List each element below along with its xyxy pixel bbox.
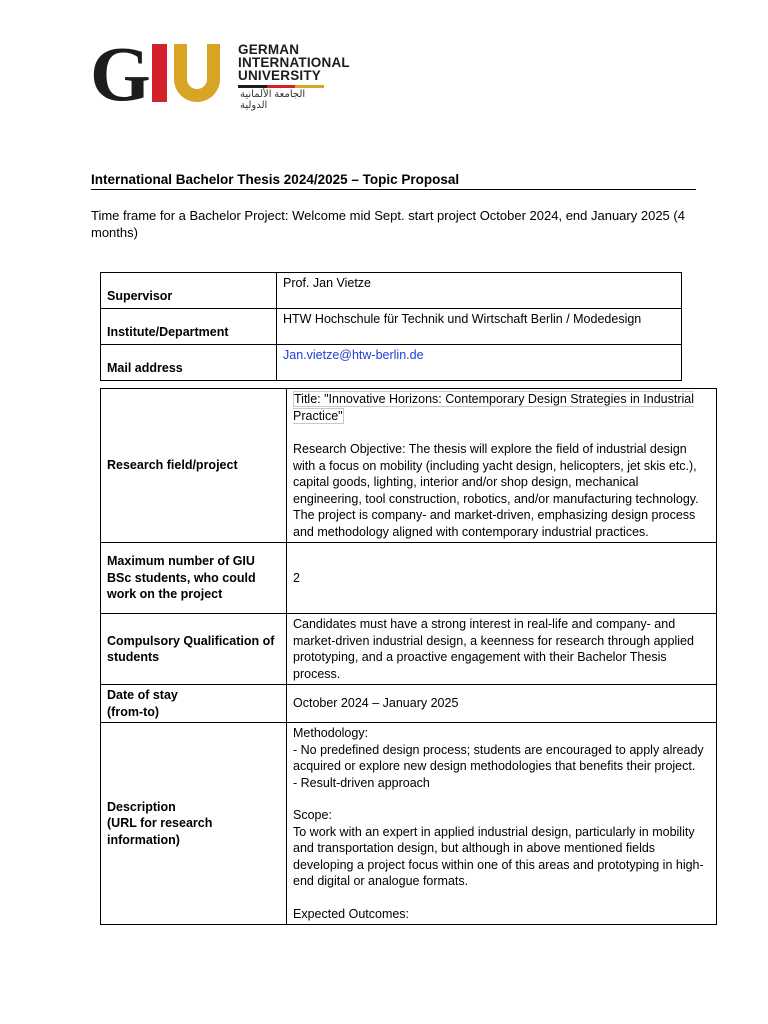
logo-arabic-name: الجامعة الألمانية الدولية: [240, 89, 306, 111]
institute-label: Institute/Department: [101, 309, 277, 345]
research-objective: Research Objective: The thesis will explore the field of industrial design with a focus on mobility (including yacht design, helicopters, jet skis etc.), capital goods, lighting, interior and/or shop design, mechanical engineering, tool construction, robotics, and/or manufacturing technology. The project is company- and market-driven, emphasizing design process and methodology aligned with contemporary industrial practices.: [293, 442, 699, 539]
methodology-point-2: - Result-driven approach: [293, 775, 430, 790]
research-label: Research field/project: [101, 389, 287, 543]
table-row: [101, 345, 682, 381]
methodology-heading: Methodology:: [293, 726, 369, 740]
supervisor-label: Supervisor: [101, 273, 277, 309]
table-row: [101, 309, 682, 345]
supervisor-value: Prof. Jan Vietze: [277, 273, 682, 309]
methodology-point-1: - No predefined design process; students are encouraged to apply already acquired or explore new design methodologies that benefits their project.: [293, 742, 704, 773]
description-value: [287, 723, 717, 925]
outcomes-heading: Expected Outcomes:: [293, 906, 410, 921]
giu-logo: [90, 30, 360, 117]
contact-table: [100, 272, 682, 381]
logo-letter-i: [152, 44, 167, 102]
table-row: [101, 543, 717, 614]
table-row: [101, 273, 682, 309]
logo-university-name: GERMAN INTERNATIONAL UNIVERSITY: [238, 42, 350, 83]
qualification-label: Compulsory Qualification of students: [101, 614, 287, 685]
logo-letter-g: G: [90, 30, 149, 117]
scope-heading: Scope:: [293, 808, 332, 822]
table-row: [101, 723, 717, 925]
mail-cell: [277, 345, 682, 381]
document-title: International Bachelor Thesis 2024/2025 – Topic Proposal: [91, 172, 696, 190]
date-label: Date of stay (from-to): [101, 685, 287, 723]
description-label: Description (URL for research information): [101, 723, 287, 925]
qualification-value: Candidates must have a strong interest in real-life and company- and market-driven industrial design, a keenness for research through applied prototyping, and a proactive engagement with their Bachelor Thesis process.: [287, 614, 717, 685]
table-row: [101, 685, 717, 723]
table-row: [101, 389, 717, 543]
logo-letter-u: [174, 44, 220, 102]
logo-flag-stripes: [238, 85, 324, 88]
table-row: [101, 614, 717, 685]
institute-value: HTW Hochschule für Technik und Wirtschaft Berlin / Modedesign: [277, 309, 682, 345]
mail-label: Mail address: [101, 345, 277, 381]
max-students-value: 2: [287, 543, 717, 614]
scope-text: To work with an expert in applied industrial design, particularly in mobility and transportation design, but although in above mentioned fields developing a project focus within one of this areas and prototyping in high-end digital or analogue formats.: [293, 824, 704, 888]
timeframe-text: Time frame for a Bachelor Project: Welcome mid Sept. start project October 2024, end January 2025 (4 months): [91, 208, 685, 240]
date-value: October 2024 – January 2025: [287, 685, 717, 723]
max-students-label: Maximum number of GIU BSc students, who could work on the project: [101, 543, 287, 614]
research-title: Title: "Innovative Horizons: Contemporary Design Strategies in Industrial Practice": [293, 392, 694, 423]
mail-link[interactable]: Jan.vietze@htw-berlin.de: [283, 348, 424, 362]
project-table: [100, 388, 717, 925]
research-value: [287, 389, 717, 543]
